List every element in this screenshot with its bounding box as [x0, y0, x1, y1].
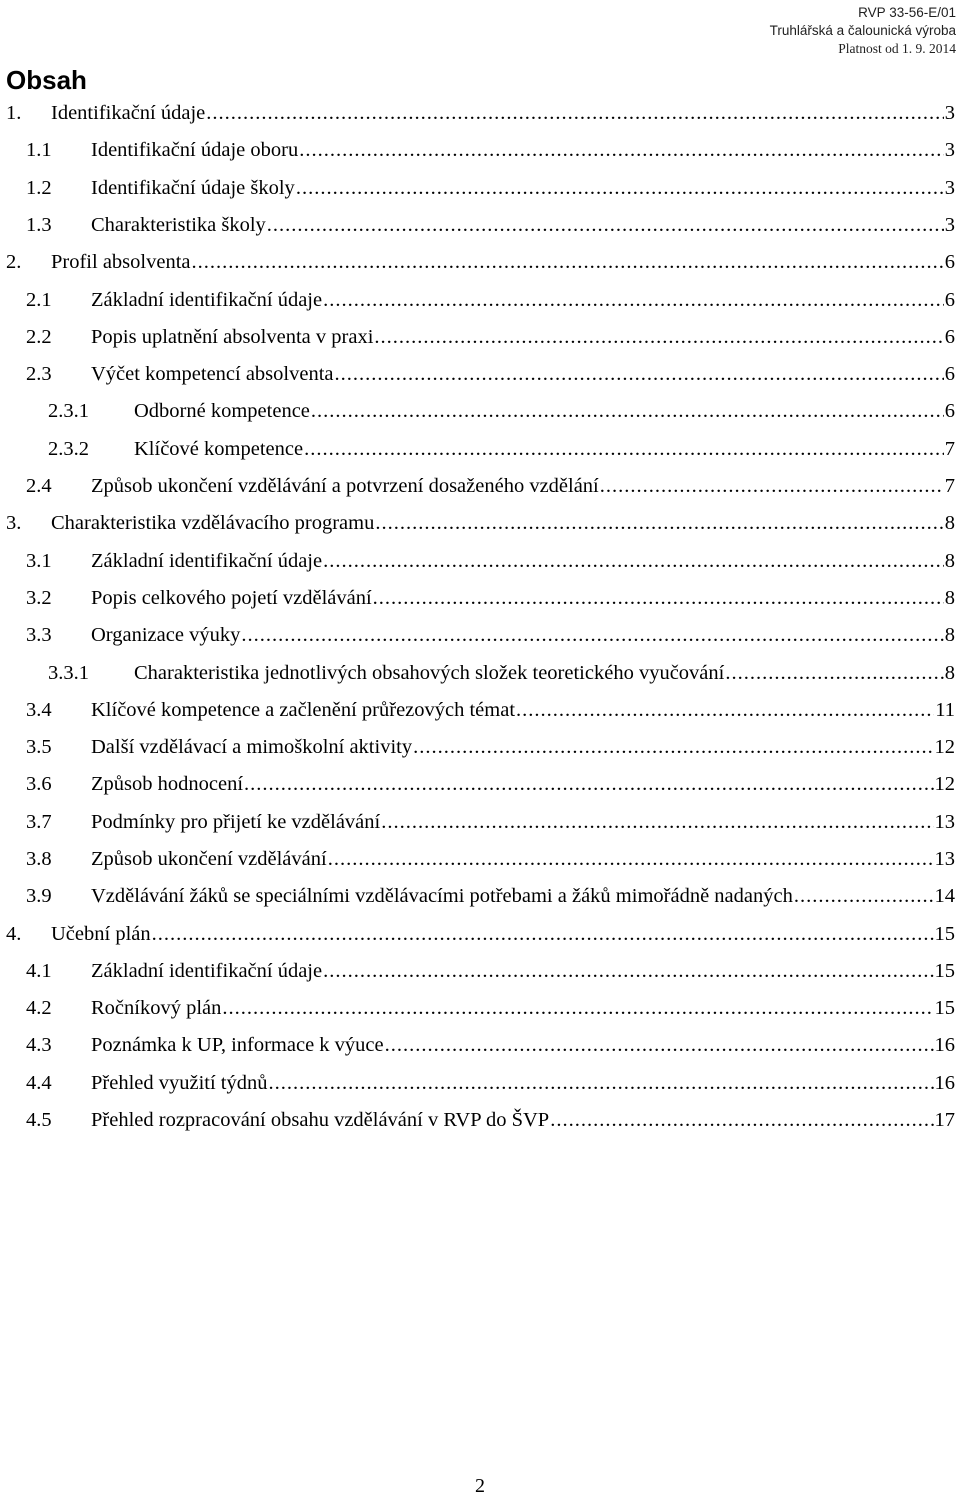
- toc-leader-dots: [269, 1068, 934, 1098]
- toc-leader-dots: [550, 1105, 933, 1135]
- toc-entry-page: 3: [944, 177, 955, 199]
- toc-entry-page: 3: [944, 139, 955, 161]
- toc-entry-page: 8: [944, 512, 955, 534]
- toc-entry-number: 3.6: [26, 773, 52, 795]
- toc-entry-number: 3.3.1: [48, 662, 89, 684]
- toc-leader-dots: [299, 135, 944, 165]
- page-number: 2: [475, 1475, 485, 1497]
- toc-entry[interactable]: [26, 285, 955, 315]
- toc-entry-page: 6: [944, 363, 955, 385]
- toc-entry-number: 3.9: [26, 885, 52, 907]
- toc-entry-label: Způsob ukončení vzdělávání a potvrzení dosaženého vzdělání: [91, 475, 599, 497]
- toc-entry-label: Výčet kompetencí absolventa: [91, 363, 334, 385]
- toc-title: Obsah: [6, 65, 87, 95]
- toc-entry-label: Charakteristika školy: [91, 214, 266, 236]
- toc-entry-number: 4.4: [26, 1072, 52, 1094]
- toc-entry[interactable]: [26, 1030, 955, 1060]
- toc-entry-number: 1.2: [26, 177, 52, 199]
- toc-entry-number: 4.: [6, 923, 22, 945]
- toc-entry[interactable]: [26, 881, 955, 911]
- toc-entry[interactable]: [26, 471, 955, 501]
- toc-entry-page: 6: [944, 326, 955, 348]
- toc-entry[interactable]: [26, 732, 955, 762]
- toc-entry-number: 3.3: [26, 624, 52, 646]
- toc-leader-dots: [328, 844, 934, 874]
- toc-entry[interactable]: [6, 247, 955, 277]
- toc-entry-label: Učební plán: [51, 923, 151, 945]
- toc-entry-number: 2.4: [26, 475, 52, 497]
- toc-entry-number: 4.3: [26, 1034, 52, 1056]
- toc-entry[interactable]: [26, 769, 955, 799]
- toc-leader-dots: [794, 881, 934, 911]
- toc-entry-label: Popis uplatnění absolventa v praxi: [91, 326, 374, 348]
- toc-leader-dots: [192, 247, 944, 277]
- toc-entry[interactable]: [6, 98, 955, 128]
- program-name: Truhlářská a čalounická výroba: [769, 23, 956, 38]
- toc-entry-label: Organizace výuky: [91, 624, 241, 646]
- toc-leader-dots: [375, 508, 943, 538]
- toc-entry-label: Popis celkového pojetí vzdělávání: [91, 587, 372, 609]
- toc-entry-label: Základní identifikační údaje: [91, 550, 323, 572]
- toc-entry-page: 12: [934, 736, 955, 758]
- toc-entry-label: Klíčové kompetence a začlenění průřezových témat: [91, 699, 516, 721]
- toc-entry-page: 15: [934, 997, 955, 1019]
- toc-entry-number: 2.1: [26, 289, 52, 311]
- toc-entry-page: 8: [944, 587, 955, 609]
- toc-leader-dots: [152, 919, 934, 949]
- toc-leader-dots: [413, 732, 933, 762]
- toc-entry[interactable]: [26, 844, 955, 874]
- toc-entry-page: 6: [944, 289, 955, 311]
- toc-leader-dots: [373, 583, 944, 613]
- toc-entry-page: 16: [934, 1072, 955, 1094]
- toc-leader-dots: [725, 658, 943, 688]
- toc-entry-page: 8: [944, 624, 955, 646]
- toc-entry-number: 1.: [6, 102, 22, 124]
- page-header: [770, 4, 956, 58]
- toc-leader-dots: [323, 546, 944, 576]
- toc-entry-number: 3.5: [26, 736, 52, 758]
- toc-entry-label: Přehled rozpracování obsahu vzdělávání v RVP do ŠVP: [91, 1109, 550, 1131]
- toc-entry[interactable]: [26, 1068, 955, 1098]
- toc-entry-label: Základní identifikační údaje: [91, 960, 323, 982]
- toc-entry-page: 15: [934, 960, 955, 982]
- toc-entry-number: 3.2: [26, 587, 52, 609]
- toc-leader-dots: [323, 285, 944, 315]
- toc-entry-number: 2.3: [26, 363, 52, 385]
- toc-entry[interactable]: [6, 919, 955, 949]
- toc-entry[interactable]: [26, 322, 955, 352]
- toc-entry-label: Profil absolventa: [51, 251, 191, 273]
- toc-entry-number: 4.1: [26, 960, 52, 982]
- toc-entry-page: 3: [944, 214, 955, 236]
- toc-entry-label: Vzdělávání žáků se speciálními vzdělávacími potřebami a žáků mimořádně nadaných: [91, 885, 793, 907]
- toc-entry-label: Identifikační údaje oboru: [91, 139, 299, 161]
- toc-entry-page: 3: [944, 102, 955, 124]
- toc-leader-dots: [600, 471, 944, 501]
- toc-entry-number: 3.: [6, 512, 22, 534]
- toc-leader-dots: [206, 98, 943, 128]
- toc-leader-dots: [222, 993, 933, 1023]
- toc-entry-number: 4.5: [26, 1109, 52, 1131]
- toc-leader-dots: [385, 1030, 934, 1060]
- toc-leader-dots: [244, 769, 933, 799]
- toc-entry-page: 7: [944, 438, 955, 460]
- toc-leader-dots: [335, 359, 944, 389]
- toc-entry-label: Způsob hodnocení: [91, 773, 244, 795]
- toc-entry-page: 8: [944, 550, 955, 572]
- toc-entry-page: 11: [935, 699, 955, 721]
- toc-entry-page: 6: [944, 400, 955, 422]
- toc-entry[interactable]: [26, 546, 955, 576]
- toc-entry-page: 15: [934, 923, 955, 945]
- toc-leader-dots: [516, 695, 934, 725]
- toc-entry-label: Identifikační údaje školy: [91, 177, 295, 199]
- toc-entry-label: Klíčové kompetence: [134, 438, 304, 460]
- toc-entry-number: 2.: [6, 251, 22, 273]
- toc-entry[interactable]: [48, 658, 955, 688]
- toc-entry-label: Základní identifikační údaje: [91, 289, 323, 311]
- toc-entry-number: 2.2: [26, 326, 52, 348]
- toc-leader-dots: [311, 396, 944, 426]
- toc-entry-label: Odborné kompetence: [134, 400, 310, 422]
- toc-entry[interactable]: [6, 508, 955, 538]
- validity-date: Platnost od 1. 9. 2014: [838, 41, 956, 56]
- toc-entry-number: 1.1: [26, 139, 52, 161]
- toc-entry-page: 12: [934, 773, 955, 795]
- toc-entry[interactable]: [26, 620, 955, 650]
- toc-entry-label: Přehled využití týdnů: [91, 1072, 268, 1094]
- toc-leader-dots: [296, 173, 944, 203]
- toc-entry-label: Poznámka k UP, informace k výuce: [91, 1034, 384, 1056]
- toc-entry-number: 2.3.1: [48, 400, 89, 422]
- toc-entry-label: Způsob ukončení vzdělávání: [91, 848, 327, 870]
- toc-entry[interactable]: [26, 695, 955, 725]
- toc-entry[interactable]: [26, 993, 955, 1023]
- toc-entry-number: 3.1: [26, 550, 52, 572]
- toc-leader-dots: [241, 620, 943, 650]
- toc-entry-number: 3.8: [26, 848, 52, 870]
- toc-entry-page: 13: [934, 848, 955, 870]
- toc-entry[interactable]: [48, 396, 955, 426]
- toc-entry[interactable]: [26, 135, 955, 165]
- toc-entry-page: 13: [934, 811, 955, 833]
- toc-entry-page: 17: [934, 1109, 955, 1131]
- toc-leader-dots: [381, 807, 933, 837]
- toc-entry[interactable]: [48, 434, 955, 464]
- toc-entry-page: 6: [944, 251, 955, 273]
- toc-entry[interactable]: [26, 359, 955, 389]
- toc-entry-number: 4.2: [26, 997, 52, 1019]
- toc-entry[interactable]: [26, 956, 955, 986]
- toc-entry[interactable]: [26, 210, 955, 240]
- toc-entry-number: 1.3: [26, 214, 52, 236]
- toc-entry-page: 14: [934, 885, 955, 907]
- toc-entry[interactable]: [26, 583, 955, 613]
- toc-entry[interactable]: [26, 173, 955, 203]
- toc-entry-number: 2.3.2: [48, 438, 89, 460]
- toc-entry-number: 3.4: [26, 699, 52, 721]
- toc-entry-label: Identifikační údaje: [51, 102, 206, 124]
- toc-entry-label: Ročníkový plán: [91, 997, 222, 1019]
- toc-leader-dots: [304, 434, 944, 464]
- toc-entry-label: Charakteristika jednotlivých obsahových složek teoretického vyučování: [134, 662, 725, 684]
- toc-entry-page: 7: [944, 475, 955, 497]
- document-code: RVP 33-56-E/01: [858, 5, 956, 20]
- toc-entry[interactable]: [26, 807, 955, 837]
- toc-entry-label: Další vzdělávací a mimoškolní aktivity: [91, 736, 413, 758]
- toc-leader-dots: [267, 210, 944, 240]
- toc-entry-number: 3.7: [26, 811, 52, 833]
- toc-entry[interactable]: [26, 1105, 955, 1135]
- toc-entry-label: Podmínky pro přijetí ke vzdělávání: [91, 811, 381, 833]
- toc-entry-label: Charakteristika vzdělávacího programu: [51, 512, 375, 534]
- toc-leader-dots: [323, 956, 933, 986]
- toc-entry-page: 16: [934, 1034, 955, 1056]
- toc-leader-dots: [374, 322, 943, 352]
- toc-entry-page: 8: [944, 662, 955, 684]
